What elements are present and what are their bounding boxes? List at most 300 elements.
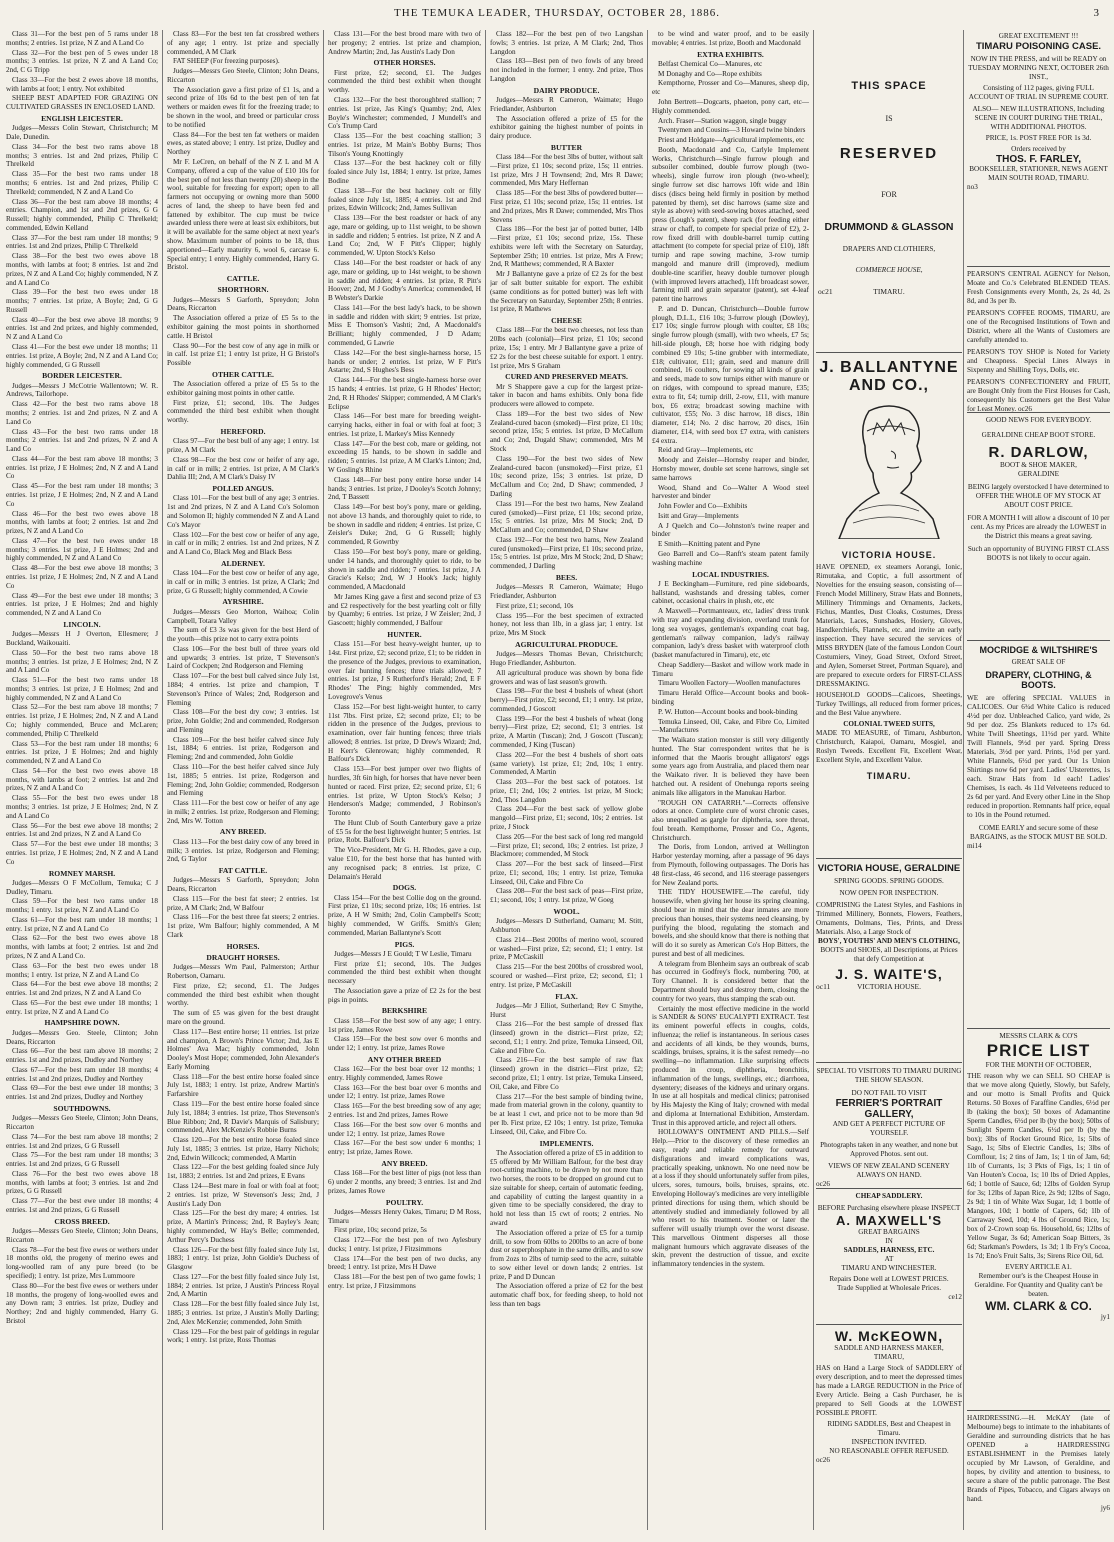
class-entry: Class 43—For the best two rams under 18 months; 2 entries. 1st and 2nd prizes, N Z and A Land Co <box>6 427 158 454</box>
class-entry: Class 45—For the best ram under 18 months; 3 entries. 1st prize, J E Holmes; 2nd, N Z and A Land Co <box>6 482 158 508</box>
class-entry: Class 204—For the best sack of yellow globe mangold—First prize, £1; second, 10s; 2 entries. 1st prize, J Stock <box>490 805 643 831</box>
ad-code: oc26 <box>816 1180 830 1188</box>
class-entry: Judges—Messrs Thomas Bevan, Christchurch; Hugo Friedlander, Ashburton. <box>490 650 643 667</box>
section-heading: ANY BREED. <box>219 827 267 837</box>
class-entry: Judges—Messrs S Garforth, Spreydon; John Deans, Riccarton <box>167 876 319 894</box>
class-entry: Class 64—For the best ewe above 18 months; 2 entries. 1st and 2nd prizes, N Z and A Land Co <box>6 980 158 998</box>
class-entry: Class 165—For the best breeding sow of any age; 2 entries. 1st and 2nd prizes, James Rowe <box>328 1102 481 1119</box>
pearson-toy-shop: PEARSON'S TOY SHOP is Noted for Variety and Cheapness. Special Lines Always in Sixpenny and Shilling Toys, Dolls, etc. <box>967 348 1110 374</box>
ferrier-special: SPECIAL TO VISITORS TO TIMARU DURING THE SHOW SEASON. <box>816 1067 962 1084</box>
class-entry: Class 67—For the best ram under 18 months; 4 entries. 1st and 2nd prizes, Dudley and Northey <box>6 1065 158 1083</box>
darlow-name: R. DARLOW, <box>988 444 1089 461</box>
class-entry: Class 124—Best mare in foal or with foal at foot; 2 entries. 1st prize, W Stevenson's Jess; 2nd, J Austin's Lady Don <box>167 1182 319 1208</box>
class-entry: Class 52—For the best ram above 18 months; 7 entries. 1st prize, J E Holmes; 2nd, N Z and A Land Co; highly commended, Bruce and McLaren; commended, Philip C Threlkeld <box>6 703 158 738</box>
drummond-glasson-name: DRUMMOND & GLASSON <box>824 221 954 233</box>
class-entry: Class 102—For the best cow or heifer of any age, in calf or in milk; 2 entries. 1st and 2nd prizes, N Z and A Land Co, Black Meg and Black Bess <box>167 530 319 557</box>
ad-code: mi14 <box>967 842 982 850</box>
clark-remember: Remember our's is the Cheapest House in Geraldine. For Quantity and Quality can't be beaten. <box>974 1272 1103 1298</box>
section-heading: ENGLISH LEICESTER. <box>41 114 123 124</box>
class-entry: Class 216—For the best sample of raw flax (linseed) grown in the district—First prize, £2; second prize, £1; 1 entry. 1st prize, Temuka Linseed, Oil, Cake, and Fibre Co <box>490 1056 643 1091</box>
victoria-house-ad <box>816 858 962 991</box>
section-heading: CHEESE <box>551 316 582 326</box>
section-heading: HAMPSHIRE DOWN. <box>44 1018 120 1028</box>
class-entry: Class 41—For the best ewe under 18 months; 11 entries. 1st prize, A Boyle; 2nd, N Z and A Land Co; highly commended, G G Russell <box>6 343 158 369</box>
ballantyne-household: HOUSEHOLD GOODS—Calicoes, Sheetings, Turkey Twillings, all reduced from former prices, and the Best Value anywhere. <box>816 691 962 717</box>
saddlery-line: Trade Supplied at Wholesale Prices. <box>836 1284 941 1292</box>
ballantyne-colonial: MADE TO MEASURE, of Timaru, Ashburton, Christchurch, Kaiapoi, Oamaru, Mosgiel, and Roslyn Tweeds. Excellent Fit, Excellent Wear, Excellent Style, and Excellent Value. <box>816 729 962 764</box>
queen-victoria-portrait-icon <box>829 401 949 539</box>
section-heading: POULTRY. <box>385 1197 424 1207</box>
class-entry: to be wind and water proof, and to be easily movable; 4 entries. 1st prize, Booth and Macdonald <box>652 30 809 47</box>
class-entry: The Vice-President, Mr G. H. Rhodes, gave a cup, value £10, for the best horse that has hunted with any recognised pack; 8 entries. 1st prize, C Delamain's Herald <box>328 846 481 881</box>
class-entry: Class 167—For the best sow under 6 months; 1 entry; 1st prize, James Rowe. <box>328 1139 481 1157</box>
class-entry: FAT SHEEP (For freezing purposes). <box>173 57 280 66</box>
masthead-title: THE TEMUKA LEADER, THURSDAY, OCTOBER 28, 1886. <box>394 7 720 19</box>
class-entry: Class 198—For the best 4 bushels of wheat (short berry)—First prize, £2; second, £1; 1 entry. 1st prize, commended, J Goscott <box>490 687 643 713</box>
ad-code: jy1 <box>1100 1313 1110 1321</box>
section-heading: OTHER CATTLE. <box>212 369 274 379</box>
section-heading: CATTLE. <box>226 274 260 284</box>
class-entry: Judges—Messrs R Cameron, Waimate; Hugo Friedlander, Ashburton <box>490 583 643 600</box>
class-entry: Judges—Messrs Colin Stewart, Christchurch; M Dale, Dunedin. <box>6 124 158 142</box>
class-entry: Class 140—For the best roadster or hack of any age, mare or gelding, up to 14st weight, to be shown in saddle and ridden; 4 entries. 1st prize, R Pitt's Hoover; 2nd, M J Godby's Amerlca; commended, H B Webster's Darkie <box>328 259 481 303</box>
mocridge-come-early: COME EARLY and secure some of these BARGAINS, as the STOCK MUST BE SOLD. <box>969 824 1108 841</box>
class-entry: Judges—Messrs Geo Steele, Clinton; John Deans, Riccarton <box>6 1227 158 1244</box>
class-entry: Class 159—For the best sow over 6 months and under 12; 1 entry. 1st prize, James Rowe <box>328 1035 481 1053</box>
class-entry: Class 139—For the best roadster or hack of any age, mare or gelding, up to 11st weight, to be shown in saddle and ridden; 5 entries. 1st prize, N Z and A Land Co; 2nd, W F Pitt's Clipper; highly commended, W. Upton Stock's Kelso <box>328 214 481 258</box>
class-entry: Judges—Messrs J McCotrie Wallentown; W. R. Andrews, Tailorhope. <box>6 381 158 399</box>
class-entry: "ROUGH ON CATARRH."—Corrects offensive odors at once. Complete cure of worst chronic cases, also unequalled as gargle for diphtheria, sore throat, foul breath. Kempthorne, Prosser and Co., Agents, Christchurch. <box>652 798 809 842</box>
class-entry: Class 57—For the best ewe under 18 months; 3 entries. 1st prize, J E Holmes; 2nd, N Z and A Land Co <box>6 840 158 866</box>
class-entry: Class 65—For the best ewe under 18 months; 1 entry. 1st prize, N Z and A Land Co <box>6 998 158 1016</box>
class-entry: Class 216—For the best sample of dressed flax (linseed) grown in the district—First prize, £2; second, £1; 1 entry. 2nd prize, Temuka Linseed, Oil, Cake and Fibre Co. <box>490 1020 643 1055</box>
class-entry: Class 141—For the best lady's hack, to be shown in saddle and ridden with skirt; 9 entries. 1st prize, Miss E Thomson's Vashti; 2nd, A Macdonald's Brilliant; highly commended, J D Adam; commended, G Lawrie <box>328 303 481 348</box>
class-entry: Class 189—For the best two sides of New Zealand-cured bacon (smoked)—First prize, £1 10s; second prize, 15s; 5 entries. 1st prize, D McCallum and Co; 2nd, Dugald Shaw; commended, Mrs M Stock <box>490 409 643 454</box>
class-entry: Judges—Messrs J E Gould; T W Leslie, Timaru <box>334 949 472 958</box>
class-entry: Class 40—For the best ewe above 18 months; 9 entries. 1st and 2nd prizes, and highly commended, N Z and A Land Co <box>6 315 158 342</box>
clark-top: MESSRS CLARK & CO'S <box>999 1032 1078 1040</box>
class-entry: Class 182—For the best pen of two Langshan fowls; 3 entries. 1st prize, A M Clark; 2nd, Thos Langdon <box>490 30 643 56</box>
class-entry: Mr James King gave a first and second prize of £3 and £2 respectively for the best yearling colt or filly by Quamby; 6 entries. 1st prize, J W Zeisler; 2nd, J Gascoett; highly commended, J Balfour <box>328 592 481 628</box>
section-heading: LINCOLN. <box>63 619 101 629</box>
section-heading: ALDERNEY. <box>221 558 265 568</box>
class-entry: Class 208—For the best sack of peas—First prize, £1; second, 10s; 1 entry. 1st prize, W Goeg <box>490 887 643 905</box>
class-entry: Class 146—For best mare for breeding weight-carrying hacks, either in foal or with foal at foot; 3 entries. 1st prize, L Markey's Miss Kennedy <box>328 412 481 438</box>
section-heading: FAT CATTLE. <box>218 866 268 876</box>
mckeown-inspection: INSPECTION INVITED. <box>851 1438 927 1446</box>
class-entry: Class 183—Best pen of two fowls of any breed not included in the former; 1 entry. 2nd prize, Thos Langdon <box>490 57 643 83</box>
ad-code: oc11 <box>816 982 831 991</box>
farley-price: PRICE, 1s. POST FREE FOR 1s 3d. <box>985 134 1092 142</box>
class-entry: Class 119—For the best entire horse foaled since July 1st, 1884; 3 entries. 1st prize, Thos Stevenson's Blue Ribbon; 2nd, R Davie's Marquis of Salisbury; commended, Alex McKenzie's Robbie Burns <box>167 1100 319 1135</box>
class-entry: Class 144—For the best single-harness horse over 15 hands; 4 entries. 1st prize, G H Rhodes' Hector; 2nd, R H Rhodes' Skipper; commended, A M Clark's Eclipse <box>328 376 481 411</box>
class-entry: Class 191—For the best two hams, New Zealand cured (smoked)—First prize, £1 10s; second prize, 15s; 5 entries. 1st prize, Mrs M Stock; 2nd, D McCallum and Co; commended, D Shaw <box>490 499 643 535</box>
class-entry: Class 122—For the best gelding foaled since July 1st, 1883; 2 entries. 1st and 2nd prizes, E Evans <box>167 1163 319 1181</box>
class-entry: Class 151—For best heavy-weight hunter, up to 14st. First prize, £2; second prize, £1; to be ridden in the presence of the Judges, previous to examination, over fair hunting fences; three trials allowed; 7 entries. 1st prize, J S Rutherford's Herald; 2nd, E F Rhodes' The Ping; highly commended, Mrs Lovegrove's Venus <box>328 640 481 701</box>
pearson-confectionery: PEARSON'S CONFECTIONERY and FRUIT, are Bought Only from the First Houses for Cash, consequently his Customers get the Best Value for Least Money. oc26 <box>967 378 1110 413</box>
column-rule <box>813 30 814 1530</box>
class-entry: Judges—Messrs Geo Steele, Clinton; John Deans, Riccarton <box>167 67 319 84</box>
class-entry: Class 135—For the best coaching stallion; 3 entries. 1st prize, M Main's Bobby Burns; Thos Tilson's Young Knottingly <box>328 132 481 158</box>
class-entry: Judges—Messrs H J Overton, Ellesmere; J Buckland, Waikouaiti. <box>6 630 158 647</box>
ballantyne-caption: VICTORIA HOUSE. <box>841 550 937 560</box>
farley-title: TIMARU POISONING CASE. <box>975 41 1102 52</box>
class-entry: The Hunt Club of South Canterbury gave a prize of £5 5s for the best lightweight hunter; 5 entries. 1st prize, Robt. Balfour's Dick <box>328 818 481 845</box>
darlow-body: BEING largely overstocked I have determined to OFFER THE WHOLE OF MY STOCK AT ABOUT COST PRICE. <box>967 483 1110 509</box>
class-entry: Class 31—For the best pen of 5 rams under 18 months; 2 entries. 1st prize, N Z and A Land Co <box>6 30 158 47</box>
section-heading: CROSS BREED. <box>54 1216 110 1226</box>
clark-body: THE reason why we can SELL SO CHEAP is that we move along Quietly, Slowly, but Safely, and our motto is Small Profits and Quick Returns. 50 Boxes of Faraffine Candles, 6½d per lb (taking the box); 50 boxes of Adamantine Sperm Candles, 6½d per lb (by the box); 50lbs of Sunlight Sperm Candles, 6½d per lb (by the box); 3lbs of Rocket Ground Rice, 1s; 5lbs of Sago, 1s; 5lbs of Electric Candles, 1s; 3lbs of Cornflour, 1s; 2 tins of Jam, 1s; 1 tin of Jam, 6d; 1lb of Currants, 1s; 3 Pkts of Figs, 1s; 1 tin of Van Houten's Cocoa, 1s; 10 lbs of Dried Apples, 6d; 1 bottle of Sauce, 6d; 12lbs of Golden Syrup for 3s; 12lbs of Japan Rice, 2s 9d; 12lbs of Sago, 2s 9d; 1 tin of White Wax Sugar, 1d; 1 bottle of Mangoes, 10d; 1 bottle of Capers, 6d; 1lb of Carraway Seed, 10d; 4 lbs of Ground Rice, 1s; box of 2-Crown soap 6s. Household, 6s; 12lbs of Yellow Sugar, 3s 6d; American Soap Bitters, 3s 6d; Starkman's Powders, 1s 3d; 1 lb Fry's Cocoa, 1s 7d; Eno's Fruit Salts, 3s; Sirens Rice Oil, 6d. <box>967 1072 1110 1260</box>
article-column-3 <box>328 30 481 1530</box>
ballantyne-name: J. BALLANTYNE <box>819 359 959 376</box>
class-entry: Class 116—For the best three fat steers; 2 entries. 1st prize, Wm Balfour; highly commended, A M Clark <box>167 913 319 939</box>
class-entry: Class 66—For the best ram above 18 months; 2 entries. 1st and 2nd prizes, Dudley and Northey <box>6 1047 158 1065</box>
darlow-town: GERALDINE <box>1017 470 1060 478</box>
class-entry: First prize, £1; second, 10s <box>496 601 574 610</box>
class-entry: Class 38—For the best two ewes above 18 months, with lambs at foot; 8 entries. 1st and 2nd prizes, N Z and A Land Co; highly commended, N Z and A Land Co <box>6 252 158 287</box>
section-heading: HORSES. <box>226 941 260 951</box>
class-entry: HOLLOWAY'S OINTMENT AND PILLS.—Self Help.—Prior to the discovery of these remedies an easy, ready and reliable remedy for outward disfigurations and inward complications was, practically speaking, unknown. No one need now be at a loss if they should unfortunately suffer from piles, ulcers, sores, tumours, boils, bruises, sprains, etc. Enveloping Holloway's medicines are very intelligible printed directions for using them, which should be attentively studied and immediately followed by all who resort to his treatment. Sooner or later the sufferer will usually triumph over the worst disease. This marvellous Ointment disperses all those malignant humours which aggravate diseases of the skin, prevent the destruction of tissue, and excite inflammatory tendencies in the system. <box>652 1128 809 1269</box>
class-entry: The Doris, from London, arrived at Wellington Harbor yesterday morning, after a passage of 96 days from Plymouth, following outpassages. The Doris has 48 first-class, 46 second, and 116 steerage passengers for New Zealand ports. <box>652 843 809 887</box>
ferrier-views: VIEWS OF NEW ZEALAND SCENERY ALWAYS ON HAND. <box>828 1162 950 1179</box>
class-entry: Class 48—For the best ewe above 18 months; 3 entries. 1st prize, J E Holmes; 2nd, N Z and A Land Co <box>6 564 158 590</box>
reserved-ad <box>818 80 960 296</box>
class-entry: Geo Barrell and Co—Ranft's steam patent family washing machine <box>652 550 809 567</box>
farley-top: GREAT EXCITEMENT !!! <box>998 32 1079 40</box>
mckay-body: HAIRDRESSING.—H. McKAY (late of Melbourne) begs to intimate to the inhabitants of Geraldine and surrounding districts that he has OPENED a HAIRDRESSING ESTABLISHMENT in the Premises lately occupied by Mr Lawson, of Geraldine, and hopes, by civility and attention to business, to secure a share of the public patronage. The Best Brands of Pipes, Tobacco, and Cigars always on hand. <box>967 1414 1110 1503</box>
reserved-line: IS <box>885 114 893 123</box>
farley-address: BOOKSELLER, STATIONER, NEWS AGENT MAIN SOUTH ROAD, TIMARU. <box>969 165 1108 182</box>
mocridge-title: DRAPERY, CLOTHING, & BOOTS. <box>985 670 1092 690</box>
column-rule <box>963 30 964 1530</box>
section-heading: EXTRA EXHIBITS. <box>697 49 764 59</box>
class-entry: Class 49—For the best ewe under 18 months; 3 entries. 1st prize, J E Holmes; 2nd and highly commended, N Z and A Land Co <box>6 591 158 618</box>
class-entry: Class 137—For the best hackney colt or filly foaled since July 1st, 1884; 1 entry. 1st prize, James Bodine <box>328 159 481 185</box>
class-entry: Class 181—For the best pen of two game fowls; 1 entry. 1st prize, J Fitzsimmons <box>328 1273 481 1290</box>
class-entry: Belfast Chemical Co—Manures, etc <box>658 59 763 68</box>
class-entry: The Association gave a prize of £2 2s for the best pigs in points. <box>328 986 481 1004</box>
class-entry: The sum of £5 was given for the best draught mare on the ground. <box>167 1009 319 1026</box>
section-heading: BEES. <box>555 572 578 582</box>
class-entry: Mr S Shappere gave a cup for the largest prize-taker in bacon and hams exhibits. Only bona fide producers were allowed to compete. <box>490 382 643 409</box>
class-entry: Judges—Messrs O F McCollum, Temuka; C J Dudley, Timaru. <box>6 878 158 896</box>
mocridge-body: WE are offering SPECIAL VALUES in CALICOES. Our 6¾d White Calico is reduced 4½d per doz. Unbleached Calico, yard wide, 2s 9d per doz. 25s Blankets reduced to 17s 6d. White Twill Sheetings, 11½d per yard. White Twill Flannels, 9½d per yard. Spring Dress Materials, 3½d per yard. Prints, 1½d per yard. White Flannels, 6½d per yard. Our 1s Union Shirtings now 6d per yard. Ladies' Ulsterettes, 1s each. Straw Hats from 1d each! Ladies' Chemises, 1s each. 4s 11d Velveteens reduced to 2s 6d per yard. And Every other Line in the Shop reduced in proportion. Remnants half price, equal to 10s in the Pound returned. <box>967 694 1110 819</box>
ferrier-ad <box>816 1062 962 1189</box>
class-entry: Timaru Herald Office—Account books and book-binding <box>652 689 809 706</box>
class-entry: Class 63—For the best two ewes under 18 months; 1 entry. 1st prize, N Z and A Land Co <box>6 961 158 979</box>
class-entry: The Association offered a prize of £2 for the best automatic chaff box, for feeding sheep, to hold not less than ten bags <box>490 1282 643 1309</box>
darlow-month: FOR A MONTH I will allow a discount of 10 per cent. As my Prices are already the LOWEST in the District this means a great saving. <box>967 514 1110 540</box>
class-entry: Judges—Messrs Geo Steele, Clinton; John Deans, Riccarton <box>6 1114 158 1131</box>
class-entry: John Bertrett—Dogcarts, phaeton, pony cart, etc—Highly commended. <box>652 97 809 115</box>
article-column-4 <box>490 30 643 1530</box>
class-entry: Class 109—For the best heifer calved since July 1st, 1884; 6 entries. 1st prize, Rodgerson and Fleming; 2nd and commended, John Goldie <box>167 735 319 762</box>
class-entry: Class 195—For the best specimen of extracted honey, not less than 1lb, in a glass jar; 1 entry. 1st prize, Mrs M Stock <box>490 611 643 638</box>
mckeown-sub: SADDLE AND HARNESS MAKER, <box>834 1344 944 1352</box>
section-heading: POLLED ANGUS. <box>212 484 274 494</box>
saddlery-title: CHEAP SADDLERY. <box>855 1192 923 1200</box>
farley-note: Consisting of 112 pages, giving FULL ACCOUNT OF TRIAL IN SUPREME COURT. <box>968 84 1109 101</box>
victoria-house-boots: BOOTS and SHOES, all Descriptions, at Prices that defy Competition at <box>820 946 958 963</box>
class-entry: Class 150—For best boy's pony, mare or gelding, under 14 hands, and thoroughly quiet to ride, to be shown in saddle and ridden; 7 entries. 1st prize, J A Gracie's Kelso; 2nd, W J Hook's Jack; highly commended, A Macdonald <box>328 548 481 592</box>
farley-also: ALSO— NEW ILLUSTRATIONS, Including SCENE IN COURT DURING THE TRIAL, WITH ADDITIONAL PHOTOS. <box>972 105 1105 131</box>
ferrier-post: AND GET A PERFECT PICTURE OF YOURSELF. <box>832 1120 946 1137</box>
section-heading: BERKSHIRE <box>381 1006 428 1016</box>
class-entry: Judges—Messrs Wm Paul, Palmerston; Arthur Robertson, Oamaru. <box>167 963 319 981</box>
class-entry: Class 125—For the best dry mare; 4 entries. 1st prize, A Martin's Princess; 2nd, R Bayley's Jean; highly commended, W Hay's Belle; commended, Arthur Percy's Duchess <box>167 1209 319 1244</box>
class-entry: Priest and Holdgate—Agricultural implements, etc <box>658 136 805 145</box>
class-entry: Class 61—For the best ram under 18 months; 1 entry. 1st prize, N Z and A Land Co <box>6 915 158 933</box>
class-entry: Class 132—For the best thoroughbred stallion; 7 entries. 1st prize, Jas King's Quamby; 2nd, Alex Boyle's Winchester; commended, J Mundell's and Co's Trump Card <box>328 95 481 131</box>
class-entry: Class 149—For best boy's pony, mare or gelding, not above 13 hands, and thoroughly quiet to ride, to be shown in saddle and ridden; 4 entries. 1st prize, C Zeisler's Duke; 2nd, G G Russell; highly commended, R Gowrtby <box>328 503 481 547</box>
class-entry: Class 148—For best pony entire horse under 14 hands; 3 entries. 1st prize, J Dooley's Scotch Johnny; 2nd, T Bassett <box>328 475 481 502</box>
class-entry: Class 51—For the best two rams under 18 months; 3 entries. 1st prize, J E Holmes; 2nd and highly commended, N Z and A Land Co <box>6 676 158 702</box>
class-entry: Class 39—For the best two ewes under 18 months; 7 entries. 1st prize, A Boyle; 2nd, G G Russell <box>6 288 158 314</box>
clark-ad <box>967 1028 1110 1322</box>
reserved-line: FOR <box>881 190 897 199</box>
class-entry: The Association offered a prize of £5 in addition to £5 offered by Mr William Balfour, for the best dray root-cutting machine, to be drawn by not more than two horses, the roots to be dropped on ground cut to size suitable for sheep, certain of automatic feeding, and capability of cutting the largest quantity in a given time to be specially considered, the dray to hold not less than 15 cwt of roots; 2 entries. No award <box>490 1148 643 1227</box>
class-entry: THE TIDY HOUSEWIFE.—The careful, tidy housewife, when giving her house its spring cleaning, should bear in mind that the dear inmates are more precious than houses, their systems need cleansing, by purifying the blood, regulating the stomach and bowels, and she should know that there is nothing that will do it so surely as American Co's Hop Bitters, the purest and best of all medicines. <box>652 888 809 958</box>
clark-title: PRICE LIST <box>986 1041 1091 1060</box>
section-heading: ANY OTHER BREED <box>367 1054 442 1064</box>
class-entry: First prize, 10s; second prize, 5s <box>334 1226 427 1235</box>
class-entry: First prize, £1; second, 10s. The Judges commended the third best exhibit when thought worthy. <box>167 398 319 425</box>
class-entry: Class 138—For the best hackney colt or filly foaled since July 1st, 1885; 4 entries. 1st and 2nd prizes, Edwin Willcock; 2nd, James Sullivan <box>328 186 481 213</box>
class-entry: The Waikato station monster is still very diligently hunted. The Star correspondent writes that he is informed that the Maoris brought alligators' eggs some years ago from Australia, and placed them near the Waikato river. It is believed they have been hatched out. A resident of Onehunga reports seeing animals like alligators in the Manukau Harbor. <box>652 736 809 797</box>
ferrier-pre: DO NOT FAIL TO VISIT <box>851 1089 927 1097</box>
class-entry: Class 84—For the best ten fat wethers or maiden ewes, as stated above; 1 entry. 1st prize, Dudley and Northey <box>167 130 319 157</box>
section-heading: PIGS. <box>394 939 415 949</box>
class-entry: First prize, £2; second, £1. The Judges commended the third best exhibit when thought worthy. <box>328 68 481 95</box>
section-heading: ROMNEY MARSH. <box>48 868 116 878</box>
class-entry: Class 190—For the best two sides of New Zealand-cured bacon (unsmoked)—First prize, £1 10s; second prize, 15s; 3 entries. 1st prize, D McCallum and Co; 2nd, D Shaw; commended, J Darling <box>490 454 643 498</box>
ad-code: oc21 <box>818 287 833 296</box>
class-entry: Class 83—For the best ten fat crossbred wethers of any age; 1 entry. 1st prize and specially commended, A M Clark <box>167 30 319 56</box>
class-entry: Class 113—For the best dairy cow of any breed in milk; 3 entries. 1st prize, Rodgerson and Fleming; 2nd, G Taylor <box>167 837 319 864</box>
class-entry: Class 32—For the best pen of 5 ewes under 18 months; 3 entries. 1st prize, N Z and A Land Co; 2nd, C G Tripp <box>6 48 158 75</box>
mckeown-riding: RIDING SADDLES, Best and Cheapest in Timaru. <box>827 1420 951 1437</box>
ballantyne-body: HAVE OPENED, ex steamers Aorangi, Ionic, Rimutaka, and Coptic, a full assortment of Novelties for the ensuing season, consisting of—French Model Millinery, Straw Hats and Bonnets, Millinery Trimmings and Ornaments, Jackets, Fichus, Mantles, Dust Cloaks, Costumes, Dress Materials, Laces, Sunshades, Hosiery, Gloves, Handkerchiefs, Flannels, etc. and invite an early inspection. They have secured the services of MISS BRYDEN (late of the famous London Court Costumiers, Viney, Goad Street, Oxford Street, and Aylen, Somerset Street, Portman Square), and are prepared to execute orders for FIRST-CLASS DRESSMAKING. <box>816 563 962 688</box>
class-entry: Class 129—For the best pair of geldings in regular work; 1 entry. 1st prize, Ross Thomas <box>167 1327 319 1345</box>
mckay-ad <box>967 1410 1110 1513</box>
class-entry: Class 53—For the best ram under 18 months; 6 entries. 1st prize, J E Holmes; 2nd and highly commended, N Z and A Land Co <box>6 739 158 766</box>
class-entry: Class 55—For the best two ewes under 18 months; 3 entries. 1st prize, J E Holmes; 2nd, N Z and A Land Co <box>6 794 158 820</box>
cheap-saddlery-ad <box>816 1188 962 1302</box>
class-entry: Judges—Messrs S Garforth, Spreydon; John Deans, Riccarton <box>167 295 319 313</box>
class-entry: Class 97—For the best bull of any age; 1 entry. 1st prize, A M Clark <box>167 437 319 455</box>
class-entry: First prize £1; second, 10s. The Judges commended the third best exhibit when thought necessary <box>328 959 481 986</box>
pearson-coffee-rooms: PEARSON'S COFFEE ROOMS, TIMARU, are one of the Recognised Institutions of Town and District, where all the Wants of Customers are carefully attended to. <box>967 309 1110 344</box>
farley-orders: Orders received by <box>1011 145 1066 153</box>
mocridge-name: MOCRIDGE & WILTSHIRE'S <box>979 645 1098 655</box>
class-entry: Timaru Woollen Factory—Woollen manufactures <box>658 679 801 688</box>
class-entry: Class 127—For the best filly foaled since July 1st, 1884; 2 entries. 1st prize, J Austin's Princess Royal 2nd, A Martin <box>167 1272 319 1299</box>
class-entry: Class 35—For the best two rams under 18 months; 6 entries. 1st and 2nd prizes, Philip C Threlkeld; commended, N Z and A Land Co <box>6 170 158 196</box>
class-entry: Class 174—For the best pen of two ducks, any breed; 1 entry. 1st prize, Mrs H Dawe <box>328 1254 481 1272</box>
column-rule <box>323 30 324 1530</box>
ad-code: no3 <box>967 183 978 191</box>
section-heading: DOGS. <box>392 883 417 893</box>
class-entry: Class 78—For the best five ewes or wethers under 18 months old, the progeny of merino ewes and long-woolled ram of any pure breed (to be specified); 1 entry. 1st prize, Mrs Lummoore <box>6 1245 158 1280</box>
victoria-house-boys: BOYS', YOUTHS' AND MEN'S CLOTHING, <box>818 937 960 945</box>
article-column-5 <box>652 30 809 1530</box>
mocridge-sub: GREAT SALE OF <box>1011 658 1066 666</box>
class-entry: Class 118—For the best entire horse foaled since July 1st, 1883; 1 entry. 1st prize, Andrew Martin's Farfarshire <box>167 1072 319 1099</box>
ballantyne-colonial-heading: COLONIAL TWEED SUITS, <box>843 720 935 728</box>
reserved-line: THIS SPACE <box>851 80 927 92</box>
reserved-line: COMMERCE HOUSE, <box>855 266 923 274</box>
class-entry: Booth, Macdonald and Co, Carlyle Implement Works, Christchurch—Single furrow plough and subsoiler combined, double furrow plough (two-wheels), single furrow iron plough (two-wheel); single furrow set disc harrows 10ft wide and 18in discs (discs being held firmly in position by method patented by them), set disc harrows (same size and style as above) with seed-sowing boxes attached, seed press (Lough's patent), sheep rack (for feeding either straw or chaff, to compete for special prize of £2), 2-row fixed drill with double-barrel turnip cutting attachment (to compete for special prize of £10), 18ft turnip and rape sowing machine, 3-row turnip mangold and manure drill (improved), medium double-tine scarifier, heavy double turnover plough (with improved levers attached), 11ft broadcast sower, farming mill and grain separator (patent), set 4-leaf patent tine harrows <box>652 145 809 304</box>
class-entry: Judges—Messrs R Cameron, Waimate; Hugo Friedlander, Ashburton <box>490 95 643 113</box>
class-entry: Class 46—For the best two ewes above 18 months, with lambs at foot; 2 entries. 1st and 2nd prizes, N Z and A Land Co <box>6 509 158 536</box>
class-entry: The Association offered a prize of £5 5s to the exhibitor gaining most points in other cattle. <box>167 380 319 397</box>
class-entry: Judges—Mr J Elliot, Sutherland; Rev C Smythe, Hurst <box>490 1001 643 1019</box>
class-entry: Class 188—For the best two cheeses, not less than 20lbs each (colonial)—First prize, £1 10s; second prize, 15s; 1 entry. Mr J Ballantyne gave a prize of £2 2s for the best cheese suitable for export. 1 entry. 1st prize, Mrs S Graham <box>490 326 643 370</box>
class-entry: Class 75—For the best ram under 18 months; 3 entries. 1st and 2nd prizes, G G Russell <box>6 1151 158 1169</box>
victoria-house-body: COMPRISING the Latest Styles, and Fashions in Trimmed Millinery, Bonnets, Flowers, Feathers, Ornaments, Dolmans, Ties, Prints, and Dress Materials. Also, a Large Stock of <box>816 901 962 936</box>
class-entry: Class 128—For the best filly foaled since July 1st, 1885; 3 entries. 1st prize, J Austin's Molly Darling; 2nd, Alex McKenzie; commended, John Smith <box>167 1300 319 1326</box>
section-heading: CURED AND PRESERVED MEATS. <box>505 372 628 382</box>
farley-name: THOS. F. FARLEY, <box>995 154 1081 165</box>
class-entry: Cheap Saddlery—Basket and willow work made in Timaru <box>652 660 809 678</box>
waite-name: J. S. WAITE'S, <box>835 966 943 982</box>
mckeown-reason: NO REASONABLE OFFER REFUSED. <box>829 1447 949 1455</box>
class-entry: Class 115—For the best fat steer; 2 entries. 1st prize, A M Clark; 2nd, W Balfour <box>167 894 319 912</box>
victoria-house-sub: SPRING GOODS. SPRING GOODS. <box>834 877 944 885</box>
column-rule <box>647 30 648 1530</box>
class-entry: Class 76—For the best two ewes above 18 months, with lambs at foot; 3 entries. 1st and 2nd prizes, G G Russell <box>6 1169 158 1196</box>
ferrier-name: FERRIER'S PORTRAIT GALLERY, <box>835 1098 943 1120</box>
class-entry: Isitt and Gray—Implements <box>658 511 739 520</box>
section-heading: AYRSHIRE. <box>222 597 264 607</box>
class-entry: Class 131—For the best brood mare with two of her progeny; 2 entries. 1st prize and champion, Andrew Martin; 2nd, Jas Austin's Lady Don <box>328 30 481 56</box>
class-entry: Class 153—For best jumper over two flights of hurdles, 3ft 6in high, for horses that have never been hunted or raced. First prize, £2; second prize, £1; 6 entries. 1st prize, W Upton Stock's Kelso; J Henderson's Madge; commended, J Robinson's Toronto <box>328 765 481 818</box>
section-heading: HEREFORD. <box>220 427 266 436</box>
class-entry: Class 168—For the best litter of pigs (not less than 6) under 2 months, any breed; 3 entries. 1st and 2nd prizes, James Rowe <box>328 1169 481 1195</box>
farley-ad <box>967 32 1110 192</box>
class-entry: P. W. Hutton—Account books and book-binding <box>658 707 798 716</box>
class-entry: Class 205—For the best sack of long red mangold—First prize, £1; second, 10s; 2 entries. 1st prize, J Blackmore; commended, M Stock <box>490 832 643 859</box>
ad-code: oc26 <box>816 1456 830 1464</box>
class-entry: Class 202—For the best 4 bushels of short oats (same variety). 1st prize, £1; 2nd, 10s; 1 entry. Commended, A Martin <box>490 750 643 777</box>
article-column-1 <box>6 30 158 1530</box>
saddlery-line: AT <box>884 1255 894 1263</box>
class-entry: Class 44—For the best ram above 18 months; 3 entries. 1st prize, J E Holmes; 2nd, N Z and A Land Co <box>6 454 158 481</box>
class-entry: Class 54—For the best two ewes above 18 months, with lambs at foot; 2 entries. 1st and 2nd prizes, N Z and A Land Co <box>6 766 158 793</box>
class-entry: Class 172—For the best pen of two Aylesbury ducks; 1 entry. 1st prize, J Fitzsimmons <box>328 1236 481 1253</box>
mckeown-name: W. McKEOWN, <box>834 1328 944 1344</box>
class-entry: E Smith—Knitting patent and Pyne <box>658 540 761 549</box>
reserved-line: DRAPERS AND CLOTHIERS, <box>842 245 936 253</box>
class-entry: Class 111—For the best cow or heifer of any age in milk; 2 entries. 1st prize, Rodgerson and Fleming; 2nd, Mrs W. Totton <box>167 799 319 825</box>
column-rule <box>162 30 163 1530</box>
class-entry: Class 158—For the best sow of any age; 1 entry. 1st prize, James Rowe <box>328 1016 481 1034</box>
darlow-opportunity: Such an opportunity of BUYING FIRST CLASS BOOTS is not likely to occur again. <box>967 545 1110 562</box>
ballantyne-name: AND CO., <box>849 377 929 394</box>
class-entry: Class 147—For the best cob, mare or gelding, not exceeding 15 hands, to be shown in saddle and ridden; 5 entries. 1st prize, A M Clark's Linton; 2nd, W Gosling's Rhine <box>328 439 481 474</box>
ad-code: jy6 <box>1100 1504 1110 1512</box>
section-heading: WOOL. <box>553 907 580 917</box>
class-entry: Class 203—For the best sack of potatoes. 1st prize, £1; 2nd, 10s; 2 entries. 1st prize, M Stock; 2nd, Thos Langdon <box>490 778 643 804</box>
pearson-agency: PEARSON'S CENTRAL AGENCY for Nelson, Moate and Co.'s Celebrated BLENDED TEAS. Fresh Consignments every Month, 2s, 2s 4d, 2s 8d, and 3s per lb. <box>967 270 1110 305</box>
class-entry: Mr J Ballantyne gave a prize of £2 2s for the best jar of salt butter suitable for export. The exhibit (same conditions as for potted butter) was left with the Secretary on Saturday, September 25th; 8 entries. 1st prize, R Mathews <box>490 270 643 314</box>
section-heading: LOCAL INDUSTRIES. <box>692 569 769 579</box>
saddlery-line: Repairs Done well at LOWEST PRICES. <box>829 1275 949 1283</box>
class-entry: Class 217—For the best sample of binding twine, made from material grown in the colony, quantity to be at least 1 cwt, and price not to be more than 9d per lb. First prize, £2 10s; 1 entry. 1st prize, Temuka Linseed, Oil, Cake, and Fibre Co. <box>490 1092 643 1136</box>
class-entry: Reid and Gray—Implements, etc <box>658 446 754 455</box>
class-entry: A Maxwell—Portmanteaux, etc, ladies' dress trunk with tray and expanding division, overland trunk for long sea voyages, gentleman's expanding coat bag, gentleman's railway companion, lady's railway companion, lady's dress basket with waterproof cloth (basket manufactured in Timaru), etc, etc <box>652 607 809 660</box>
class-entry: Class 56—For the best ewe above 18 months; 2 entries. 1st and 2nd prizes, N Z and A Land Co <box>6 821 158 839</box>
class-entry: Class 69—For the best ewe under 18 months; 3 entries. 1st and 2nd prizes, Dudley and Northey <box>6 1084 158 1102</box>
column-rule <box>485 30 486 1530</box>
class-entry: Class 80—For the best five ewes or wethers under 18 months, the progeny of long-woolled ewes and any Down ram; 3 entries. 1st prize, Dudley and Northey; 2nd and highly commended, Harry G. Bristol <box>6 1281 158 1325</box>
class-entry: Class 50—For the best two rams above 18 months; 3 entries. 1st prize, J E Holmes; 2nd, N Z and A Land Co <box>6 648 158 675</box>
class-entry: P. and D. Duncan, Christchurch—Double furrow plough, D.L.L, £16 10s; 3-furrow plough (Dowley), £17 10s; single furrow plough with coulter, £8 10s; single furrow plough (small), with two wheels, £7 5s; hill-side plough, £8; horse hoe with ridging body combined £9 10s; 5-tine grubber with intermediate, £18; cultivator, £11; grain, seed and manure drill combined, 16 coulters, for sowing all kinds of grain and seeds, made to sow turnips either with manure or on ridges, with compound to spread manure, £35; extra to fit, £4; turnip drill, 2-row, £11, with manure box, £6 extra; broadcast sowing machine with cultivator, £55; No. 3 disc harrow, 18 discs, 18in diameter, £14; No. 2 disc harrow, 20 discs, 16in diameter, £14, with seed box £7 extra, with canisters £4 extra. <box>652 304 809 445</box>
mckeown-body: HAS on Hand a Large Stock of SADDLERY of every description, and to meet the depressed times has made a LARGE REDUCTION in the Price of Every Article. Being a Cash Purchaser, he is prepared to Sell Goods at the LOWEST POSSIBLE PROFIT. <box>816 1364 962 1417</box>
class-entry: The Association offered a prize of £5 for the exhibitor gaining the highest number of points in dairy produce. <box>490 114 643 141</box>
class-entry: First prize, £2; second, £1. The Judges commended the third best exhibit when thought worthy. <box>167 981 319 1008</box>
class-entry: Twentymen and Cousins—3 Howard twine binders <box>658 126 806 135</box>
class-entry: Class 166—For the best sow over 6 months and under 12; 1 entry. 1st prize, James Rowe <box>328 1120 481 1138</box>
ballantyne-ad <box>816 352 962 781</box>
clark-name: WM. CLARK & CO. <box>985 1299 1092 1313</box>
section-heading: SOUTHDOWNS. <box>53 1103 111 1113</box>
class-entry: Wood, Shand and Co—Walter A Wood steel harvester and binder <box>652 483 809 501</box>
saddlery-line: SADDLES, HARNESS, ETC. <box>843 1246 935 1254</box>
victoria-house-footer: VICTORIA HOUSE. <box>856 982 922 991</box>
section-heading: DAIRY PRODUCE. <box>533 85 600 95</box>
class-entry: Class 110—For the best heifer calved since July 1st, 1885; 5 entries. 1st prize, Rodgerson and Fleming; 2nd, John Goldie; commended, Rodgerson and Fleming <box>167 763 319 798</box>
section-heading: SHORTHORN. <box>217 285 269 295</box>
mocridge-ad <box>967 640 1110 851</box>
farley-body: NOW IN THE PRESS, and will be READY on TUESDAY MORNING NEXT, OCTOBER 26th INST., <box>968 55 1109 81</box>
class-entry: The Association offered a prize of £5 for a turnip drill, to sow from 60lbs to 200lbs to an acre of bone dust or superphosphate in the same drills, and to sow from 2ozs to 2lbs of turnip seed to the acre, suitable to sow either level or down lands; 2 entries. 1st prize, P and D Duncan <box>490 1228 643 1281</box>
maxwell-name: A. MAXWELL'S <box>835 1213 943 1228</box>
class-entry: Class 106—For the best bull of three years old and upwards; 3 entries. 1st prize, T Stevenson's Laird of Cockpen; 2nd Rodgerson and Fleming <box>167 644 319 671</box>
class-entry: Class 42—For the best two rams above 18 months; 2 entries. 1st and 2nd prizes, N Z and A Land Co <box>6 400 158 426</box>
class-entry: Class 162—For the best boar over 12 months; 1 entry. Highly commended, James Rowe <box>328 1065 481 1082</box>
page-number: 3 <box>1093 7 1100 19</box>
class-entry: Class 62—For the best two ewes above 18 months, with lambs at foot; 2 entries. 1st and 2nd prizes, N Z and A Land Co. <box>6 934 158 960</box>
class-entry: Class 214—Best 200lbs of merino wool, scoured or washed—First prize, £2; second, £1; 1 entry. 1st prize, P McCaskill <box>490 935 643 962</box>
section-heading: FLAX. <box>555 991 578 1001</box>
class-entry: Arch. Fraser—Station waggon, single buggy <box>658 116 787 125</box>
article-column-2 <box>167 30 319 1530</box>
class-entry: Class 36—For the best ram above 18 months; 4 entries. Champion, and 1st and 2nd prizes, G G Russell; highly commended, Philip C Threlkeld; commended, Edwin Kelland <box>6 197 158 232</box>
class-entry: Judges—Messrs Geo Morton, Waihoa; Colin Campbell, Totara Valley <box>167 607 319 625</box>
class-entry: Class 34—For the best two rams above 18 months; 3 entries. 1st and 2nd prizes, Philip C Threlkeld <box>6 142 158 169</box>
clark-sub: FOR THE MONTH OF OCTOBER, <box>985 1061 1092 1069</box>
saddlery-line: IN <box>885 1237 893 1245</box>
section-heading: BORDER LEICESTER. <box>42 371 122 381</box>
darlow-store: GERALDINE CHEAP BOOT STORE. <box>981 431 1096 439</box>
reserved-town: TIMARU. <box>873 287 905 296</box>
class-entry: Kempthorne, Prosser and Co—Manures, sheep dip, etc <box>652 79 809 97</box>
class-entry: Class 59—For the best two rams under 18 months; 1 entry. 1st prize, N Z and A Land Co <box>6 897 158 915</box>
saddlery-pre: BEFORE Purchasing elsewhere please INSPECT <box>817 1204 961 1212</box>
class-entry: Mr F. LeCren, on behalf of the N Z L and M A Company, offered a cup of the value of £10 10s for the best pen of not less than twenty (20) sheep in the wool, suitable for freezing for export; open to all farmers not occupying or owning more than 5000 acres of land, the sheep to have been fed and fattened by exhibitor. The cup must be twice awarded unless there were at least six exhibitors, but it will be available for the same object at next year's show. Maximum number of points to be 18, thus apportioned—Early maturity 6, wool 6, carcase 6. Special entry; 1 entry. Highly commended, Harry G. Bristol. <box>167 157 319 272</box>
section-heading: OTHER HORSES. <box>373 58 436 68</box>
class-entry: SHEEP BEST ADAPTED FOR GRAZING ON CULTIVATED GRASSES IN ENCLOSED LAND. <box>6 94 158 112</box>
victoria-house-title: VICTORIA HOUSE, GERALDINE <box>817 863 961 874</box>
class-entry: Judges—Messrs D Sutherland, Oamaru; M. Stitt, Ashburton <box>490 917 643 935</box>
class-entry: Class 117—Best entire horse; 11 entries. 1st prize and champion, A Brown's Prince Victor; 2nd, Jas E Holmes' Ava Mac; highly commended, John Dooley's Most Hope; commended, John Alexander's Early Morning <box>167 1027 319 1071</box>
class-entry: Class 104—For the best cow or heifer of any age, in calf or in milk; 3 entries. 1st prize, A Clark; 2nd prize, G G Russell; highly commended, A Cowie <box>167 569 319 595</box>
pearson-ads <box>967 266 1110 414</box>
saddlery-line: TIMARU AND WINCHESTER. <box>841 1264 937 1272</box>
class-entry: Moody and Zeisler—Hornsby reaper and binder, Hornsby mower, double set scene harrows, single set same harrows <box>652 456 809 482</box>
class-entry: All agricultural produce was shown by bona fide growers and was of last season's growth. <box>490 668 643 686</box>
